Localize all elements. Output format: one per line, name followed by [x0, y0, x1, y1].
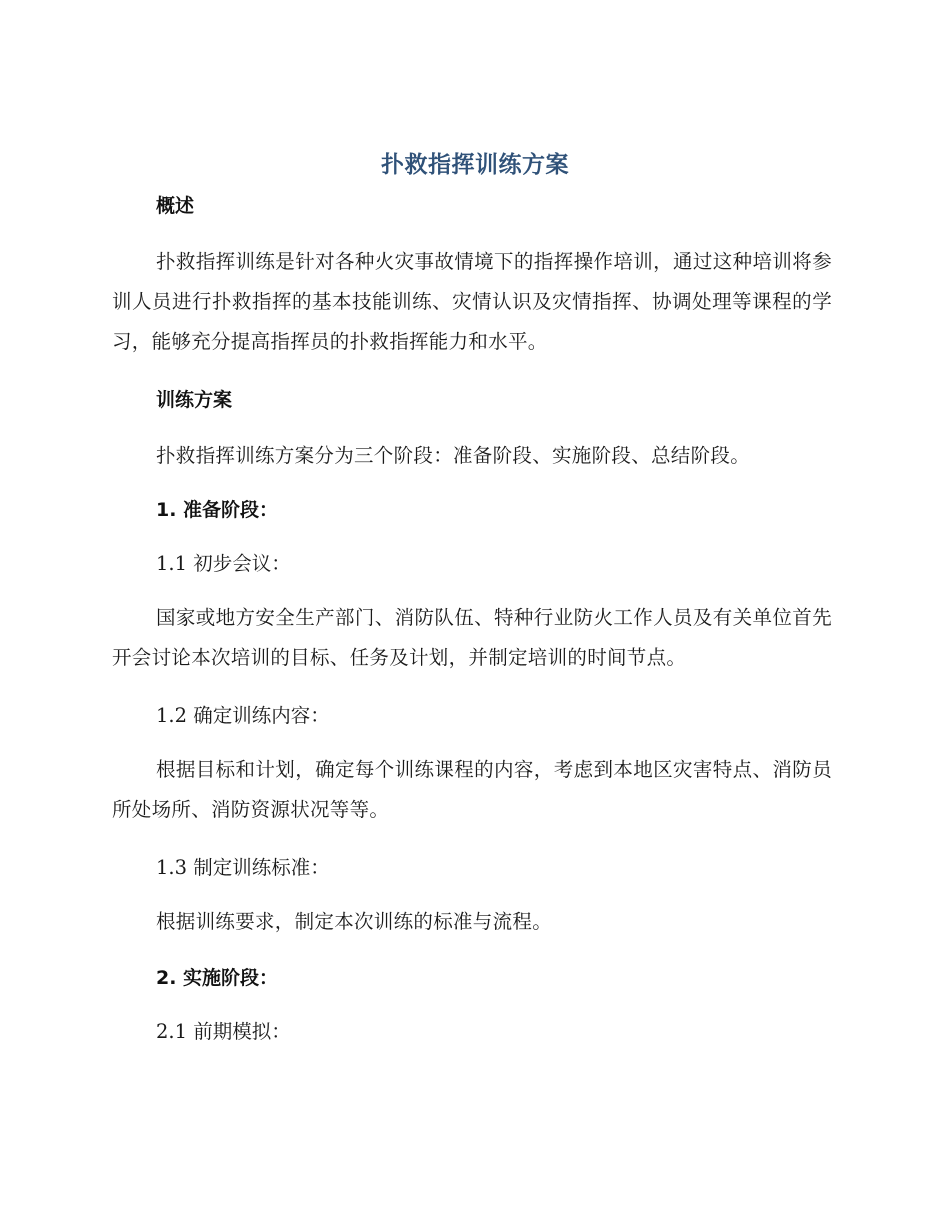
paragraph-training-standards: 根据训练要求，制定本次训练的标准与流程。 — [156, 910, 553, 933]
subheading-training-content: 1.2 确定训练内容： — [156, 704, 330, 727]
section-heading-implementation: 2. 实施阶段： — [156, 967, 279, 989]
subheading-training-standards: 1.3 制定训练标准： — [156, 856, 330, 879]
paragraph-overview: 扑救指挥训练是针对各种火灾事故情境下的指挥操作培训，通过这种培训将参训人员进行扑救指挥的基本技能训练、灾情认识及灾情指挥、协调处理等课程的学习，能够充分提高指挥员的扑救指挥能力和水平。 — [112, 250, 832, 353]
subheading-early-simulation: 2.1 前期模拟： — [156, 1020, 291, 1043]
subheading-initial-meeting: 1.1 初步会议： — [156, 552, 291, 575]
section-heading-overview: 概述 — [156, 195, 195, 217]
document-title: 扑救指挥训练方案 — [381, 152, 569, 178]
paragraph-training-content: 根据目标和计划，确定每个训练课程的内容，考虑到本地区灾害特点、消防员所处场所、消防资源状况等等。 — [112, 758, 832, 821]
paragraph-initial-meeting: 国家或地方安全生产部门、消防队伍、特种行业防火工作人员及有关单位首先开会讨论本次培训的目标、任务及计划，并制定培训的时间节点。 — [112, 606, 832, 669]
section-heading-training-plan: 训练方案 — [156, 389, 233, 411]
section-heading-preparation: 1. 准备阶段： — [156, 499, 279, 521]
paragraph-training-plan: 扑救指挥训练方案分为三个阶段：准备阶段、实施阶段、总结阶段。 — [156, 444, 751, 467]
